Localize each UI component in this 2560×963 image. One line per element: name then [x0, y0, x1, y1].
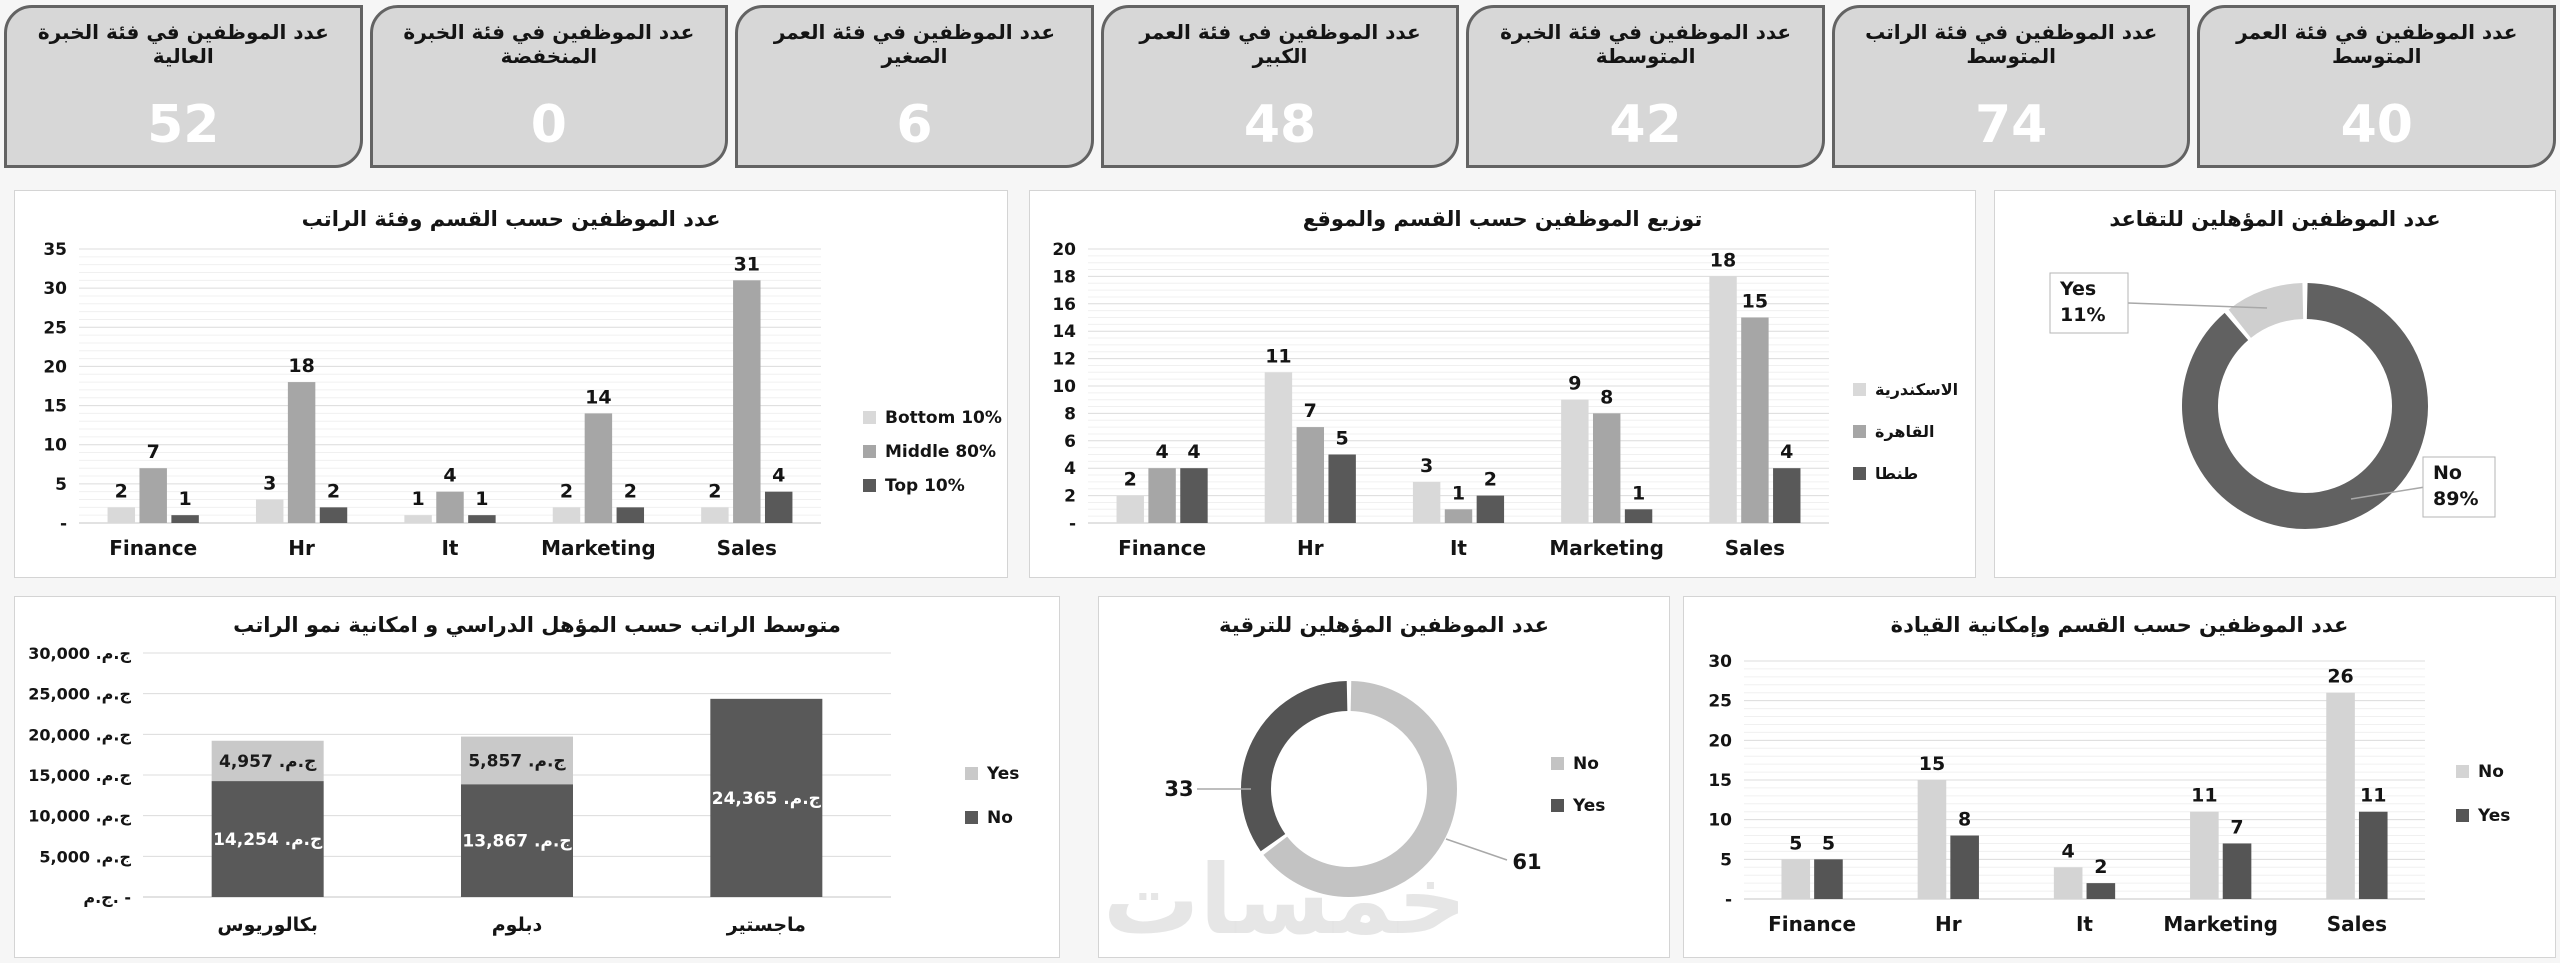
bar [1950, 836, 1979, 899]
y-axis-label: - [1068, 514, 1076, 534]
legend-swatch [1551, 757, 1564, 770]
kpi-card-value: 6 [896, 95, 933, 155]
chart-title: عدد الموظفين المؤهلين للترقية [1219, 613, 1549, 637]
bar [1328, 455, 1355, 524]
legend-item [1853, 380, 1958, 399]
kpi-card[interactable] [4, 5, 363, 168]
data-label: 15 [1918, 753, 1946, 775]
data-label: 9 [1568, 372, 1582, 395]
data-label: 1 [178, 488, 192, 511]
bar [1297, 427, 1324, 523]
legend-item [2456, 762, 2504, 782]
x-axis-label: It [441, 536, 459, 560]
kpi-card-value: 52 [147, 95, 220, 155]
data-label: 18 [288, 355, 315, 378]
bar [617, 507, 644, 523]
data-label: ج.م. 5,857 [468, 751, 566, 772]
legend-item [1853, 422, 1935, 441]
kpi-card[interactable] [735, 5, 1094, 168]
data-label: 2 [114, 480, 128, 503]
x-axis-label: Marketing [2163, 912, 2278, 936]
data-label: 2 [1483, 468, 1497, 491]
data-label: 1 [1631, 482, 1646, 505]
data-label: ج.م. 14,254 [213, 830, 323, 851]
bar [1561, 400, 1588, 523]
chart-canvas [1030, 191, 1977, 579]
kpi-card[interactable] [1832, 5, 2191, 168]
y-axis-label: 20 [1708, 731, 1732, 752]
y-axis-label: - [1724, 890, 1732, 910]
chart-title: عدد الموظفين المؤهلين للتقاعد [2109, 207, 2441, 231]
y-axis-label: 15 [1708, 771, 1732, 791]
bar [1593, 413, 1620, 523]
y-axis-label: 25 [43, 318, 67, 339]
x-axis-label: Hr [1296, 536, 1324, 560]
legend-label: القاهرة [1875, 422, 1935, 441]
x-axis-label: دبلوم [491, 914, 543, 936]
kpi-card-value: 42 [1609, 95, 1682, 155]
x-axis-label: Hr [1934, 912, 1962, 936]
legend-swatch [2456, 765, 2469, 778]
data-label: 8 [1958, 808, 1972, 831]
legend-label: No [2478, 762, 2504, 782]
callout-label: 11% [2060, 304, 2106, 326]
chart-canvas [1995, 191, 2557, 579]
y-axis-label: 20 [43, 357, 67, 378]
chart-panel-dept-salary-band[interactable] [14, 190, 1008, 578]
bar [1814, 859, 1843, 899]
bar [1180, 468, 1207, 523]
data-label: 4 [443, 464, 457, 487]
bar [256, 500, 283, 523]
chart-canvas [15, 597, 1061, 959]
y-axis-label: ج.م. 20,000 [28, 725, 131, 745]
y-axis-label: 5 [55, 474, 67, 495]
bar [1625, 509, 1652, 523]
legend-item [1551, 796, 1605, 816]
bar [108, 507, 135, 523]
kpi-card-title: عدد الموظفين في فئة العمر المتوسط [2236, 20, 2518, 68]
bar [1918, 780, 1947, 899]
data-label: 5 [1789, 832, 1803, 855]
bar [1781, 859, 1810, 899]
y-axis-label: 2 [1064, 486, 1076, 507]
x-axis-label: Sales [1724, 536, 1786, 560]
data-label: 2 [623, 480, 637, 503]
legend-label: Yes [987, 764, 1020, 784]
legend-item [965, 808, 1013, 828]
kpi-card[interactable] [370, 5, 729, 168]
y-axis-label: ج.م. 25,000 [28, 684, 131, 704]
data-label: 15 [1741, 290, 1769, 313]
legend-item [863, 442, 996, 462]
data-label: 4 [772, 464, 786, 487]
y-axis-label: 30 [43, 279, 67, 300]
bar [1413, 482, 1440, 523]
bar [553, 507, 580, 523]
y-axis-label: 14 [1052, 322, 1076, 343]
data-label: 2 [1123, 468, 1137, 491]
legend-swatch [863, 411, 876, 424]
kpi-card[interactable] [1466, 5, 1825, 168]
legend-label: طنطا [1875, 464, 1919, 483]
kpi-card-title: عدد الموظفين في فئة الخبرة العالية [37, 20, 329, 68]
x-axis-label: ماجستير [726, 914, 806, 936]
y-axis-label: 8 [1064, 404, 1076, 425]
bar [2054, 867, 2083, 899]
bar [1445, 509, 1472, 523]
data-label: 4 [2061, 840, 2075, 863]
kpi-card-title: عدد الموظفين في فئة الخبرة المتوسطة [1500, 20, 1792, 68]
bar [139, 468, 166, 523]
bar [1265, 372, 1292, 523]
data-label: 2 [2094, 856, 2108, 879]
donut-slice-yes [2240, 301, 2303, 324]
legend-label: Yes [2478, 806, 2511, 826]
chart-panel-retirement-donut[interactable] [1994, 190, 2556, 578]
data-label: 3 [1420, 454, 1434, 477]
bar [1709, 276, 1736, 523]
chart-canvas [1684, 597, 2557, 959]
bar [1148, 468, 1175, 523]
chart-panel-salary-education[interactable] [14, 596, 1060, 958]
y-axis-label: 20 [1052, 240, 1076, 260]
y-axis-label: 6 [1064, 431, 1076, 452]
bar [1741, 318, 1768, 524]
data-label: 7 [2230, 816, 2244, 839]
kpi-card[interactable] [2197, 5, 2556, 168]
data-label: 5 [1821, 832, 1836, 855]
x-axis-label: بكالوريوس [217, 914, 318, 936]
x-axis-label: Sales [716, 536, 777, 560]
kpi-card-title: عدد الموظفين في فئة العمر الكبير [1139, 20, 1421, 68]
data-label: ج.م. 4,957 [219, 751, 317, 772]
kpi-card-title: عدد الموظفين في فئة العمر الصغير [773, 20, 1056, 68]
y-axis-label: 16 [1052, 294, 1076, 315]
y-axis-label: 10 [43, 435, 67, 456]
legend-item [2456, 806, 2510, 826]
data-label: 2 [708, 480, 722, 503]
legend-item [863, 408, 1002, 428]
bar [2223, 843, 2252, 899]
data-label: 1 [475, 488, 489, 511]
legend-swatch [1853, 383, 1866, 396]
chart-title: متوسط الراتب حسب المؤهل الدراسي و امكانية نمو الراتب [233, 613, 841, 637]
y-axis-label: 30 [1708, 652, 1732, 672]
legend-label: Top 10% [885, 476, 965, 496]
data-label: 1 [1451, 482, 1466, 505]
legend-swatch [965, 767, 978, 780]
y-axis-label: ج.م. 5,000 [39, 847, 131, 867]
legend-swatch [1853, 425, 1866, 438]
y-axis-label: 12 [1052, 349, 1076, 370]
x-axis-label: Marketing [541, 536, 656, 560]
kpi-card-value: 48 [1243, 95, 1317, 155]
data-label: ج.م. 13,867 [462, 831, 572, 852]
kpi-card-title: عدد الموظفين في فئة الراتب المتوسط [1865, 20, 2158, 68]
bar [1773, 468, 1800, 523]
bar [2326, 693, 2355, 899]
kpi-card-value: 0 [530, 95, 567, 155]
y-axis-label: ج.م. - [83, 888, 131, 907]
legend-swatch [863, 479, 876, 492]
legend-label: Yes [1573, 796, 1606, 816]
callout-label: 89% [2433, 488, 2479, 510]
legend-swatch [1853, 467, 1866, 480]
y-axis-label: 35 [43, 240, 67, 260]
legend-item [1551, 754, 1599, 774]
kpi-cards-row [4, 5, 2556, 168]
bar [1477, 496, 1504, 523]
kpi-card[interactable] [1101, 5, 1460, 168]
chart-panel-dept-location[interactable] [1029, 190, 1976, 578]
legend-label: No [1573, 754, 1599, 774]
data-label: 8 [1600, 386, 1614, 409]
bar [2190, 812, 2219, 899]
chart-panel-promotion-donut[interactable] [1098, 596, 1670, 958]
y-axis-label: ج.م. 10,000 [28, 806, 131, 826]
x-axis-label: Hr [288, 536, 315, 560]
y-axis-label: 10 [1052, 377, 1076, 397]
bar [436, 492, 463, 523]
x-axis-label: Finance [1118, 536, 1207, 560]
data-label: 26 [2327, 665, 2354, 688]
y-axis-label: 5 [1720, 850, 1732, 871]
bar [288, 382, 315, 523]
kpi-card-title: عدد الموظفين في فئة الخبرة المنخفضة [403, 20, 695, 68]
legend-swatch [2456, 809, 2469, 822]
y-axis-label: ج.م. 15,000 [28, 766, 131, 785]
data-label: 2 [559, 480, 574, 503]
legend-label: Bottom 10% [885, 408, 1002, 428]
data-label: 4 [1187, 441, 1201, 464]
data-label: 2 [326, 480, 341, 503]
legend-item [1853, 464, 1918, 483]
bar [1117, 496, 1144, 523]
watermark: خمسات [1103, 844, 1467, 956]
chart-title: عدد الموظفين حسب القسم وفئة الراتب [301, 207, 721, 231]
y-axis-label: 15 [43, 396, 67, 417]
legend-item [863, 476, 965, 496]
chart-title: توزيع الموظفين حسب القسم والموقع [1302, 207, 1703, 231]
bar [701, 507, 728, 523]
data-label: 18 [1709, 249, 1737, 272]
legend-label: No [987, 808, 1013, 828]
kpi-card-value: 74 [1974, 95, 2048, 155]
chart-canvas [15, 191, 1009, 579]
data-label: 7 [146, 441, 160, 464]
data-label: 11 [2360, 784, 2387, 807]
x-axis-label: Finance [109, 536, 198, 560]
data-label: 4 [1780, 441, 1794, 464]
y-axis-label: 4 [1064, 459, 1076, 480]
chart-canvas [1099, 597, 1671, 959]
x-axis-label: Sales [2326, 912, 2388, 936]
x-axis-label: Finance [1768, 912, 1857, 936]
legend-swatch [863, 445, 876, 458]
bar [320, 507, 347, 523]
callout-label: No [2433, 462, 2462, 484]
y-axis-label: 25 [1708, 691, 1732, 712]
data-label: 3 [263, 472, 277, 495]
donut-slice-yes [1256, 696, 1347, 843]
data-label: 7 [1303, 400, 1317, 423]
y-axis-label: 18 [1052, 267, 1076, 288]
legend-swatch [1551, 799, 1564, 812]
bar [171, 515, 198, 523]
bar [765, 492, 792, 523]
bar [585, 413, 612, 523]
chart-title: عدد الموظفين حسب القسم وإمكانية القيادة [1890, 613, 2349, 637]
kpi-card-value: 40 [2340, 95, 2413, 155]
x-axis-label: It [1449, 536, 1468, 560]
legend-swatch [965, 811, 978, 824]
data-label: 1 [411, 488, 425, 511]
y-axis-label: - [59, 514, 67, 534]
data-label: 11 [2191, 784, 2218, 807]
data-label: 31 [733, 253, 761, 276]
legend-item [965, 764, 1019, 784]
data-label: 4 [1155, 441, 1169, 464]
x-axis-label: It [2075, 912, 2094, 936]
callout-label: Yes [2060, 278, 2097, 300]
data-label: 14 [585, 386, 612, 409]
bar [404, 515, 431, 523]
donut-slice-no [2200, 301, 2410, 511]
donut-label: 33 [1164, 777, 1194, 801]
data-label: ج.م. 24,365 [711, 788, 821, 809]
bar [468, 515, 495, 523]
legend-label: الاسكندرية [1875, 380, 1959, 399]
donut-label: 61 [1512, 850, 1542, 874]
bar [733, 280, 760, 523]
bar [2087, 883, 2116, 899]
data-label: 11 [1265, 345, 1292, 368]
y-axis-label: ج.م. 30,000 [28, 644, 131, 663]
chart-panel-dept-leadership[interactable] [1683, 596, 2556, 958]
y-axis-label: 10 [1708, 810, 1732, 831]
data-label: 5 [1335, 427, 1349, 450]
bar [2359, 812, 2388, 899]
callout-leader [1446, 839, 1507, 860]
x-axis-label: Marketing [1549, 536, 1664, 560]
legend-label: Middle 80% [885, 442, 997, 462]
